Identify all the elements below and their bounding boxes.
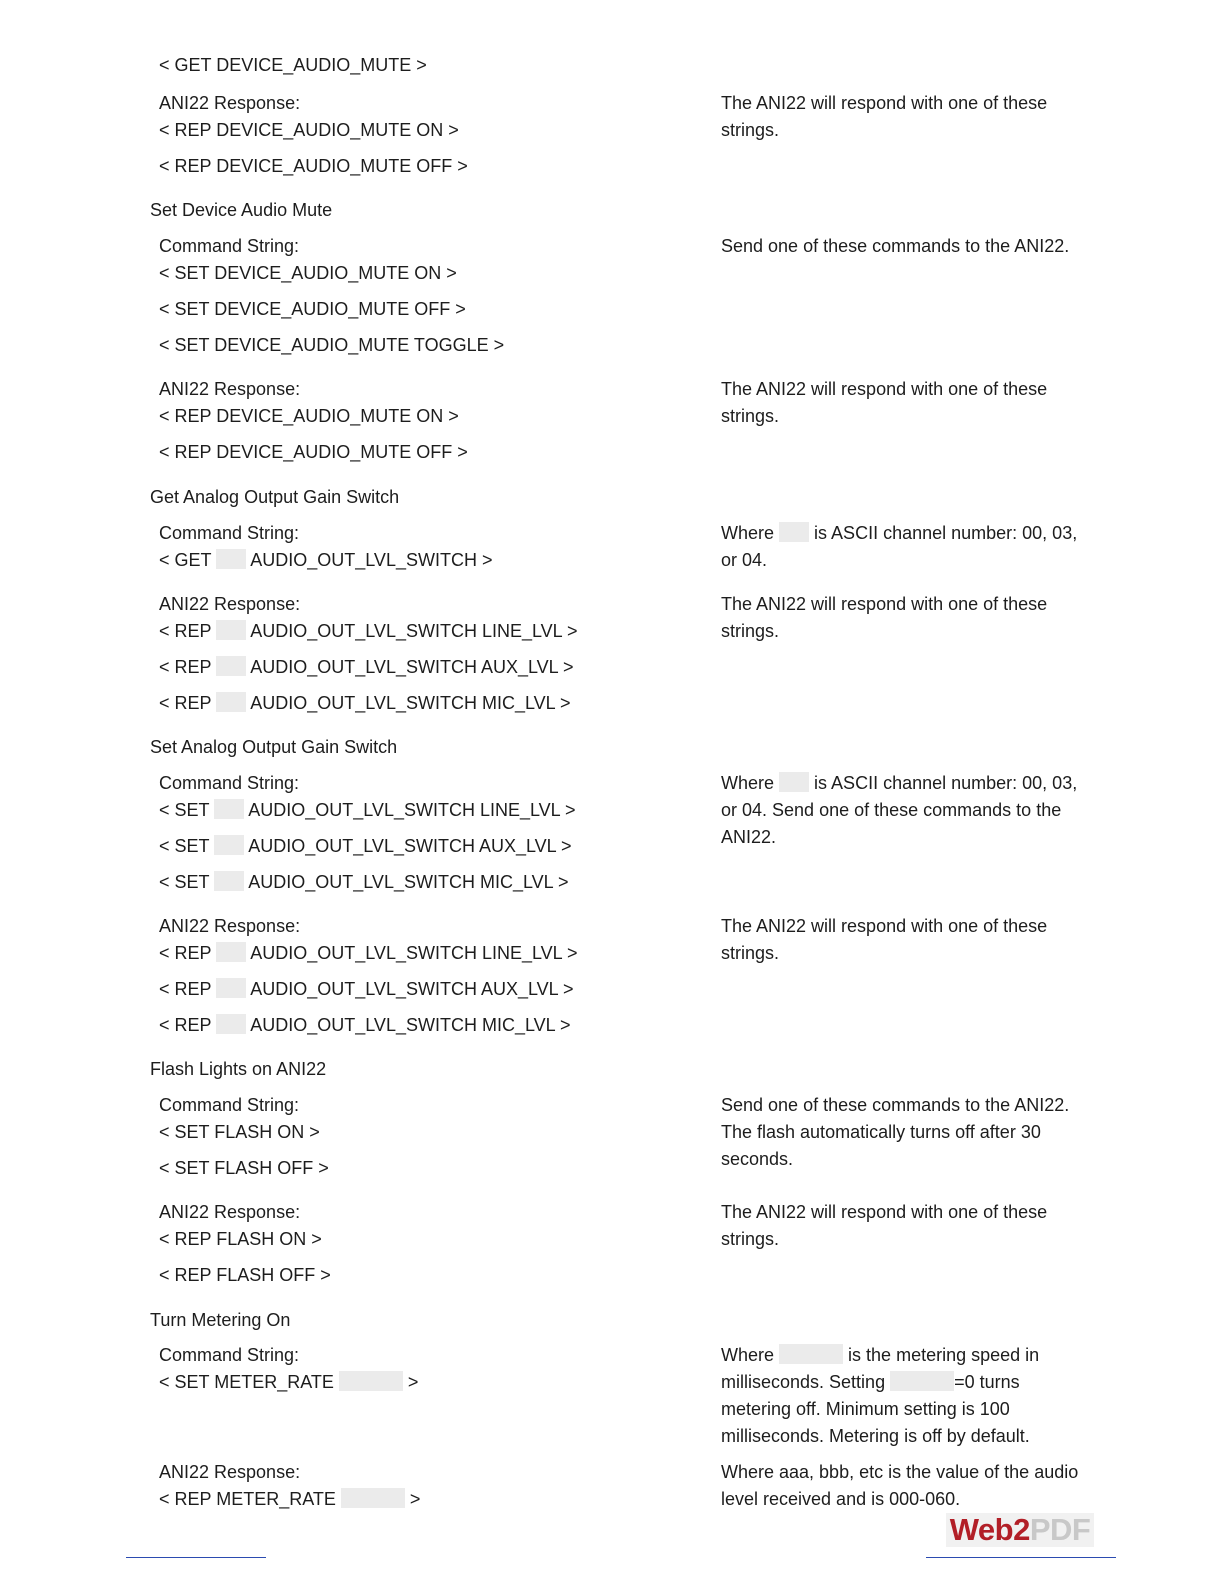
section-heading-set-gain: Set Analog Output Gain Switch <box>150 737 398 757</box>
section-heading-set-mute: Set Device Audio Mute <box>150 200 333 220</box>
channel-note-text: is ASCII channel number: 00, 03, <box>814 773 1078 793</box>
channel-note <box>721 770 1077 797</box>
section-heading-flash: Flash Lights on ANI22 <box>150 1059 327 1079</box>
command-prefix: < REP <box>159 693 212 713</box>
logo-part-pdf: PDF <box>1029 1512 1091 1547</box>
command-suffix: AUDIO_OUT_LVL_SWITCH LINE_LVL > <box>250 943 578 963</box>
command-prefix: < REP <box>159 621 212 641</box>
respond-note: strings. <box>721 1229 780 1249</box>
command-suffix: AUDIO_OUT_LVL_SWITCH AUX_LVL > <box>248 836 572 856</box>
flash-note: seconds. <box>721 1149 794 1169</box>
command-prefix: < REP <box>159 657 212 677</box>
command-prefix: < REP <box>159 943 212 963</box>
rep-mic-lvl <box>159 1012 571 1039</box>
channel-placeholder <box>216 978 246 998</box>
set-mute-on: < SET DEVICE_AUDIO_MUTE ON > <box>159 263 457 283</box>
channel-note-text: is ASCII channel number: 00, 03, <box>814 523 1078 543</box>
command-prefix: < REP <box>159 979 212 999</box>
set-aux-lvl <box>159 833 572 860</box>
level-note: Where aaa, bbb, etc is the value of the audio <box>721 1462 1079 1482</box>
rate-placeholder <box>779 1344 843 1364</box>
channel-placeholder <box>216 1014 246 1034</box>
respond-note: strings. <box>721 406 780 426</box>
response-label: ANI22 Response: <box>159 594 301 614</box>
command-label: Command String: <box>159 773 300 793</box>
command-suffix: AUDIO_OUT_LVL_SWITCH LINE_LVL > <box>248 800 576 820</box>
rate-placeholder <box>339 1371 403 1391</box>
command-suffix: AUDIO_OUT_LVL_SWITCH MIC_LVL > <box>248 872 569 892</box>
command-prefix: < REP METER_RATE <box>159 1489 336 1509</box>
logo-part-web2: Web2 <box>949 1512 1030 1547</box>
command-suffix: AUDIO_OUT_LVL_SWITCH > <box>250 550 493 570</box>
channel-placeholder <box>216 692 246 712</box>
response-label: ANI22 Response: <box>159 1202 301 1222</box>
response-label: ANI22 Response: <box>159 379 301 399</box>
respond-note: The ANI22 will respond with one of these <box>721 594 1048 614</box>
set-flash-on: < SET FLASH ON > <box>159 1122 320 1142</box>
rep-mute-off: < REP DEVICE_AUDIO_MUTE OFF > <box>159 442 468 462</box>
set-meter-rate <box>159 1369 418 1396</box>
rep-meter-rate <box>159 1486 420 1513</box>
where-word: Where <box>721 1345 775 1365</box>
channel-placeholder <box>214 835 244 855</box>
level-note: level received and is 000-060. <box>721 1489 961 1509</box>
where-word: Where <box>721 773 775 793</box>
rep-aux-lvl <box>159 976 574 1003</box>
command-prefix: < SET <box>159 800 210 820</box>
response-label: ANI22 Response: <box>159 93 301 113</box>
command-label: Command String: <box>159 1095 300 1115</box>
command-prefix: < SET METER_RATE <box>159 1372 334 1392</box>
meter-note: metering off. Minimum setting is 100 <box>721 1399 1010 1419</box>
rep-line-lvl <box>159 618 578 645</box>
command-suffix: > <box>407 1372 419 1392</box>
command-label: Command String: <box>159 236 300 256</box>
rep-mic-lvl <box>159 690 571 717</box>
command-suffix: AUDIO_OUT_LVL_SWITCH MIC_LVL > <box>250 693 571 713</box>
flash-note: Send one of these commands to the ANI22. <box>721 1095 1070 1115</box>
command-label: Command String: <box>159 523 300 543</box>
channel-placeholder <box>216 942 246 962</box>
set-mic-lvl <box>159 869 569 896</box>
channel-placeholder <box>216 620 246 640</box>
command-suffix: AUDIO_OUT_LVL_SWITCH MIC_LVL > <box>250 1015 571 1035</box>
footer-rule-left <box>126 1557 266 1558</box>
meter-note-text: milliseconds. Setting <box>721 1372 886 1392</box>
rep-flash-off: < REP FLASH OFF > <box>159 1265 331 1285</box>
command-suffix: AUDIO_OUT_LVL_SWITCH LINE_LVL > <box>250 621 578 641</box>
rep-mute-on: < REP DEVICE_AUDIO_MUTE ON > <box>159 120 459 140</box>
respond-note: strings. <box>721 943 780 963</box>
respond-note: The ANI22 will respond with one of these <box>721 1202 1048 1222</box>
rep-line-lvl <box>159 940 578 967</box>
set-mute-toggle: < SET DEVICE_AUDIO_MUTE TOGGLE > <box>159 335 505 355</box>
channel-placeholder <box>779 522 809 542</box>
respond-note: strings. <box>721 621 780 641</box>
set-mute-off: < SET DEVICE_AUDIO_MUTE OFF > <box>159 299 466 319</box>
where-word: Where <box>721 523 775 543</box>
channel-placeholder <box>216 549 246 569</box>
meter-note <box>721 1369 1020 1396</box>
command-suffix: AUDIO_OUT_LVL_SWITCH AUX_LVL > <box>250 979 574 999</box>
flash-note: The flash automatically turns off after 30 <box>721 1122 1041 1142</box>
channel-note: ANI22. <box>721 827 777 847</box>
section-heading-get-gain: Get Analog Output Gain Switch <box>150 487 400 507</box>
response-label: ANI22 Response: <box>159 1462 301 1482</box>
channel-note <box>721 520 1077 547</box>
set-line-lvl <box>159 797 576 824</box>
command-prefix: < REP <box>159 1015 212 1035</box>
rep-mute-on: < REP DEVICE_AUDIO_MUTE ON > <box>159 406 459 426</box>
meter-note: milliseconds. Metering is off by default. <box>721 1426 1030 1446</box>
get-mute-command: < GET DEVICE_AUDIO_MUTE > <box>159 55 427 75</box>
channel-placeholder <box>214 871 244 891</box>
rep-mute-off: < REP DEVICE_AUDIO_MUTE OFF > <box>159 156 468 176</box>
meter-note <box>721 1342 1039 1369</box>
respond-note: The ANI22 will respond with one of these <box>721 916 1048 936</box>
get-gain-command <box>159 547 492 574</box>
command-suffix: > <box>409 1489 421 1509</box>
channel-placeholder <box>214 799 244 819</box>
channel-placeholder <box>779 772 809 792</box>
web2pdf-logo <box>946 1513 1094 1547</box>
rate-placeholder <box>341 1488 405 1508</box>
section-heading-metering: Turn Metering On <box>150 1310 291 1330</box>
channel-placeholder <box>216 656 246 676</box>
rep-flash-on: < REP FLASH ON > <box>159 1229 322 1249</box>
respond-note: The ANI22 will respond with one of these <box>721 379 1048 399</box>
meter-note-text: =0 turns <box>954 1372 1020 1392</box>
command-prefix: < SET <box>159 872 210 892</box>
respond-note: strings. <box>721 120 780 140</box>
response-label: ANI22 Response: <box>159 916 301 936</box>
command-label: Command String: <box>159 1345 300 1365</box>
set-flash-off: < SET FLASH OFF > <box>159 1158 329 1178</box>
meter-note-text: is the metering speed in <box>848 1345 1040 1365</box>
command-suffix: AUDIO_OUT_LVL_SWITCH AUX_LVL > <box>250 657 574 677</box>
rate-placeholder <box>890 1371 954 1391</box>
channel-note: or 04. Send one of these commands to the <box>721 800 1062 820</box>
command-prefix: < SET <box>159 836 210 856</box>
channel-note: or 04. <box>721 550 768 570</box>
respond-note: The ANI22 will respond with one of these <box>721 93 1048 113</box>
footer-rule-right <box>926 1557 1116 1558</box>
rep-aux-lvl <box>159 654 574 681</box>
send-note: Send one of these commands to the ANI22. <box>721 236 1070 256</box>
command-prefix: < GET <box>159 550 212 570</box>
